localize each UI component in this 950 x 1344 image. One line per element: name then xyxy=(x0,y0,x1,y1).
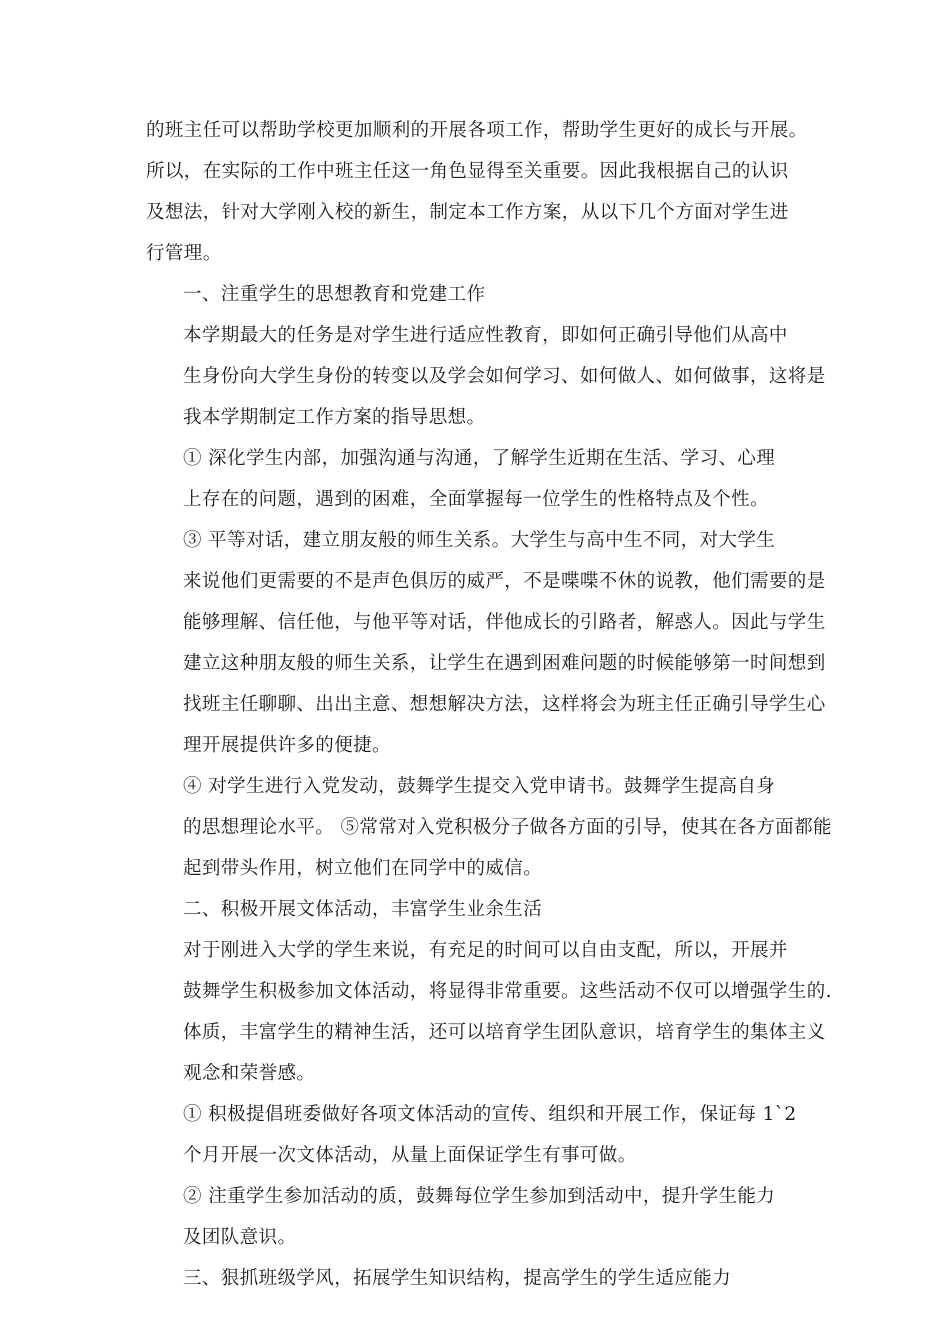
text-line: ① 积极提倡班委做好各项文体活动的宣传、组织和开展工作，保证每 1`2 xyxy=(183,1104,797,1125)
text-line: 生身份向大学生身份的转变以及学会如何学习、如何做人、如何做事，这将是 xyxy=(183,366,826,387)
text-line: 的思想理论水平。 ⑤常常对入党积极分子做各方面的引导，使其在各方面都能 xyxy=(183,817,832,838)
text-line: 能够理解、信任他，与他平等对话，伴他成长的引路者，解惑人。因此与学生 xyxy=(183,612,826,633)
text-line: 个月开展一次文体活动，从量上面保证学生有事可做。 xyxy=(183,1145,637,1166)
text-line: 找班主任聊聊、出出主意、想想解决方法，这样将会为班主任正确引导学生心 xyxy=(183,694,826,715)
text-line: 鼓舞学生积极参加文体活动，将显得非常重要。这些活动不仅可以增强学生的. xyxy=(183,981,832,1002)
paragraph xyxy=(146,766,832,889)
text-line: 我本学期制定工作方案的指导思想。 xyxy=(183,407,486,428)
text-line: 一、注重学生的思想教育和党建工作 xyxy=(183,284,486,305)
document-page xyxy=(146,110,832,1299)
paragraph xyxy=(146,1176,808,1258)
text-line: 建立这种朋友般的师生关系，让学生在遇到困难问题的时候能够第一时间想到 xyxy=(183,653,826,674)
paragraph xyxy=(146,1094,808,1176)
text-line: 三、狠抓班级学风，拓展学生知识结构，提高学生的学生适应能力 xyxy=(183,1268,732,1289)
text-line: ③ 平等对话，建立朋友般的师生关系。大学生与高中生不同，对大学生 xyxy=(183,530,776,551)
text-line: 的班主任可以帮助学校更加顺利的开展各项工作，帮助学生更好的成长与开展。 xyxy=(146,120,808,141)
paragraph xyxy=(146,889,808,930)
text-line: ① 深化学生内部，加强沟通与沟通，了解学生近期在生活、学习、心理 xyxy=(183,448,776,469)
paragraph xyxy=(146,274,808,315)
text-line: 二、积极开展文体活动，丰富学生业余生活 xyxy=(183,899,543,920)
paragraph xyxy=(146,110,808,274)
text-line: ② 注重学生参加活动的质，鼓舞每位学生参加到活动中，提升学生能力 xyxy=(183,1186,776,1207)
text-line: ④ 对学生进行入党发动，鼓舞学生提交入党申请书。鼓舞学生提高自身 xyxy=(183,776,776,797)
text-line: 对于刚进入大学的学生来说，有充足的时间可以自由支配，所以，开展并 xyxy=(183,940,788,961)
text-line: 所以，在实际的工作中班主任这一角色显得至关重要。因此我根据自己的认识 xyxy=(146,161,789,182)
text-line: 来说他们更需要的不是声色俱厉的威严，不是喋喋不休的说教，他们需要的是 xyxy=(183,571,826,592)
text-line: 观念和荣誉感。 xyxy=(183,1063,316,1084)
text-line: 体质，丰富学生的精神生活，还可以培育学生团队意识，培育学生的集体主义 xyxy=(183,1022,826,1043)
text-line: 本学期最大的任务是对学生进行适应性教育，即如何正确引导他们从高中 xyxy=(183,325,788,346)
paragraph xyxy=(146,520,826,766)
text-line: 及团队意识。 xyxy=(183,1227,297,1248)
text-line: 理开展提供许多的便捷。 xyxy=(183,735,391,756)
paragraph xyxy=(146,315,826,438)
paragraph xyxy=(146,438,808,520)
paragraph xyxy=(146,1258,808,1299)
text-line: 上存在的问题，遇到的困难，全面掌握每一位学生的性格特点及个性。 xyxy=(183,489,769,510)
paragraph xyxy=(146,930,832,1094)
text-line: 及想法，针对大学刚入校的新生，制定本工作方案，从以下几个方面对学生进 xyxy=(146,202,789,223)
text-line: 行管理。 xyxy=(146,243,222,264)
text-line: 起到带头作用，树立他们在同学中的威信。 xyxy=(183,858,543,879)
